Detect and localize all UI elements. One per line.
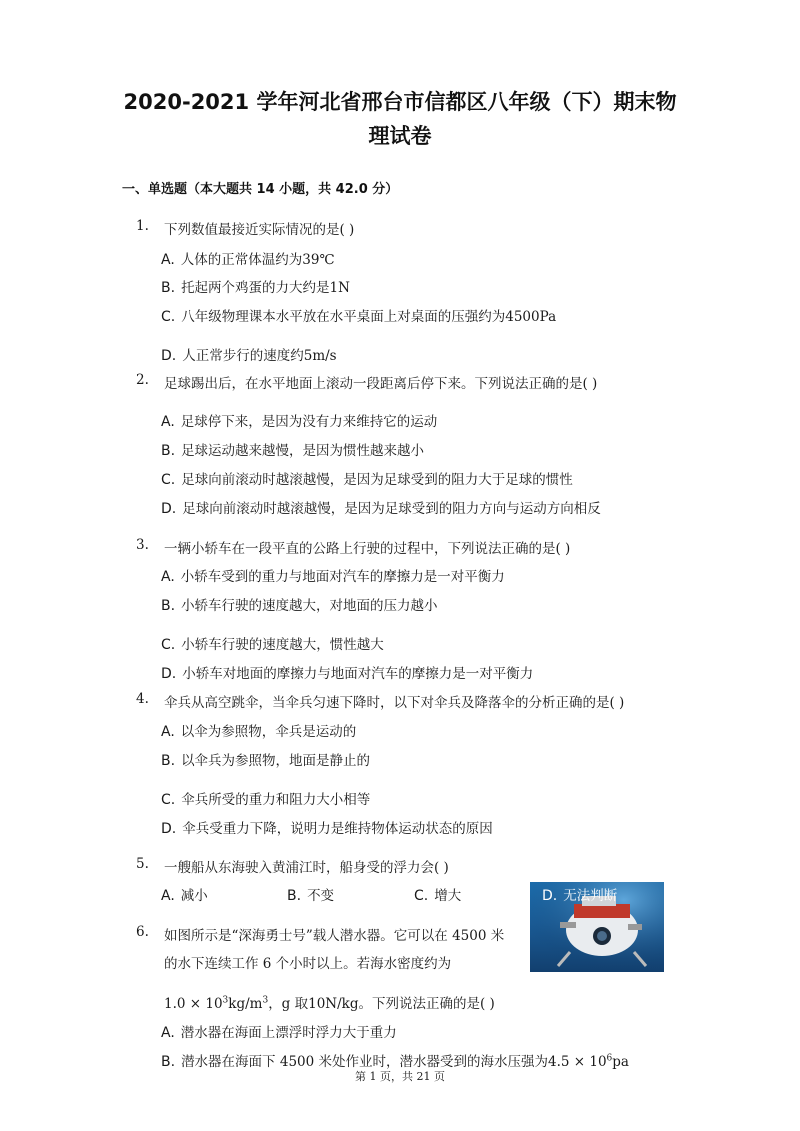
- option-b: B. 托起两个鸡蛋的力大约是1N: [161, 280, 350, 296]
- question-text: 下列数值最接近实际情况的是( ): [164, 222, 355, 238]
- question-text-line2: 的水下连续工作 6 个小时以上。若海水密度约为: [164, 956, 452, 972]
- option-a: A. 小轿车受到的重力与地面对汽车的摩擦力是一对平衡力: [161, 569, 505, 585]
- option-d: D. 人正常步行的速度约5m/s: [161, 348, 337, 364]
- page-footer: 第 1 页，共 21 页: [355, 1070, 445, 1083]
- submarine-photo-icon: [530, 882, 664, 972]
- option-c: C. 足球向前滚动时越滚越慢，是因为足球受到的阻力大于足球的惯性: [161, 472, 573, 488]
- option-c: C. 小轿车行驶的速度越大，惯性越大: [161, 637, 384, 653]
- question-text: 一辆小轿车在一段平直的公路上行驶的过程中，下列说法正确的是( ): [164, 541, 571, 557]
- option-a: A. 人体的正常体温约为39℃: [161, 252, 335, 268]
- option-a: A. 以伞为参照物，伞兵是运动的: [161, 724, 357, 740]
- option-b: B. 潜水器在海面下 4500 米处作业时，潜水器受到的海水压强为$4.5 \times 10^6pa$: [161, 1053, 629, 1070]
- section-heading: 一、单选题（本大题共 14 小题，共 42.0 分）: [122, 182, 399, 197]
- page-title-line2: 理试卷: [368, 124, 432, 148]
- option-a: A. 足球停下来，是因为没有力来维持它的运动: [161, 414, 438, 430]
- option-c: C. 伞兵所受的重力和阻力大小相等: [161, 792, 371, 808]
- option-c: C. 八年级物理课本水平放在水平桌面上对桌面的压强约为4500Pa: [161, 309, 557, 325]
- option-b: B. 以伞兵为参照物，地面是静止的: [161, 753, 371, 769]
- option-a: A. 减小: [161, 888, 208, 904]
- option-b: B. 不变: [287, 888, 335, 904]
- question-text: 一艘船从东海驶入黄浦江时，船身受的浮力会( ): [164, 860, 449, 876]
- question-number: 6.: [136, 924, 149, 940]
- option-c: C. 增大: [414, 888, 462, 904]
- option-b: B. 小轿车行驶的速度越大，对地面的压力越小: [161, 598, 438, 614]
- option-b: B. 足球运动越来越慢，是因为惯性越来越小: [161, 443, 425, 459]
- question-number: 5.: [136, 856, 149, 872]
- question-text: 足球踢出后，在水平地面上滚动一段距离后停下来。下列说法正确的是( ): [164, 376, 598, 392]
- question-number: 1.: [136, 218, 149, 234]
- question-number: 3.: [136, 537, 149, 553]
- question-text-line1: 如图所示是“深海勇士号”载人潜水器。它可以在 4500 米: [164, 928, 505, 944]
- question-number: 4.: [136, 691, 149, 707]
- option-d: D. 无法判断: [542, 888, 618, 904]
- question-text-line3: $1.0 \times 10^3kg/m^3$，g 取10N/kg。下列说法正确的是( ): [164, 995, 495, 1012]
- option-d: D. 足球向前滚动时越滚越慢，是因为足球受到的阻力方向与运动方向相反: [161, 501, 601, 517]
- option-d: D. 伞兵受重力下降，说明力是维持物体运动状态的原因: [161, 821, 493, 837]
- option-a: A. 潜水器在海面上漂浮时浮力大于重力: [161, 1025, 397, 1041]
- page-title: 2020-2021 学年河北省邢台市信都区八年级（下）期末物: [123, 90, 677, 114]
- question-number: 2.: [136, 372, 149, 388]
- question-text: 伞兵从高空跳伞，当伞兵匀速下降时，以下对伞兵及降落伞的分析正确的是( ): [164, 695, 625, 711]
- option-d: D. 小轿车对地面的摩擦力与地面对汽车的摩擦力是一对平衡力: [161, 666, 534, 682]
